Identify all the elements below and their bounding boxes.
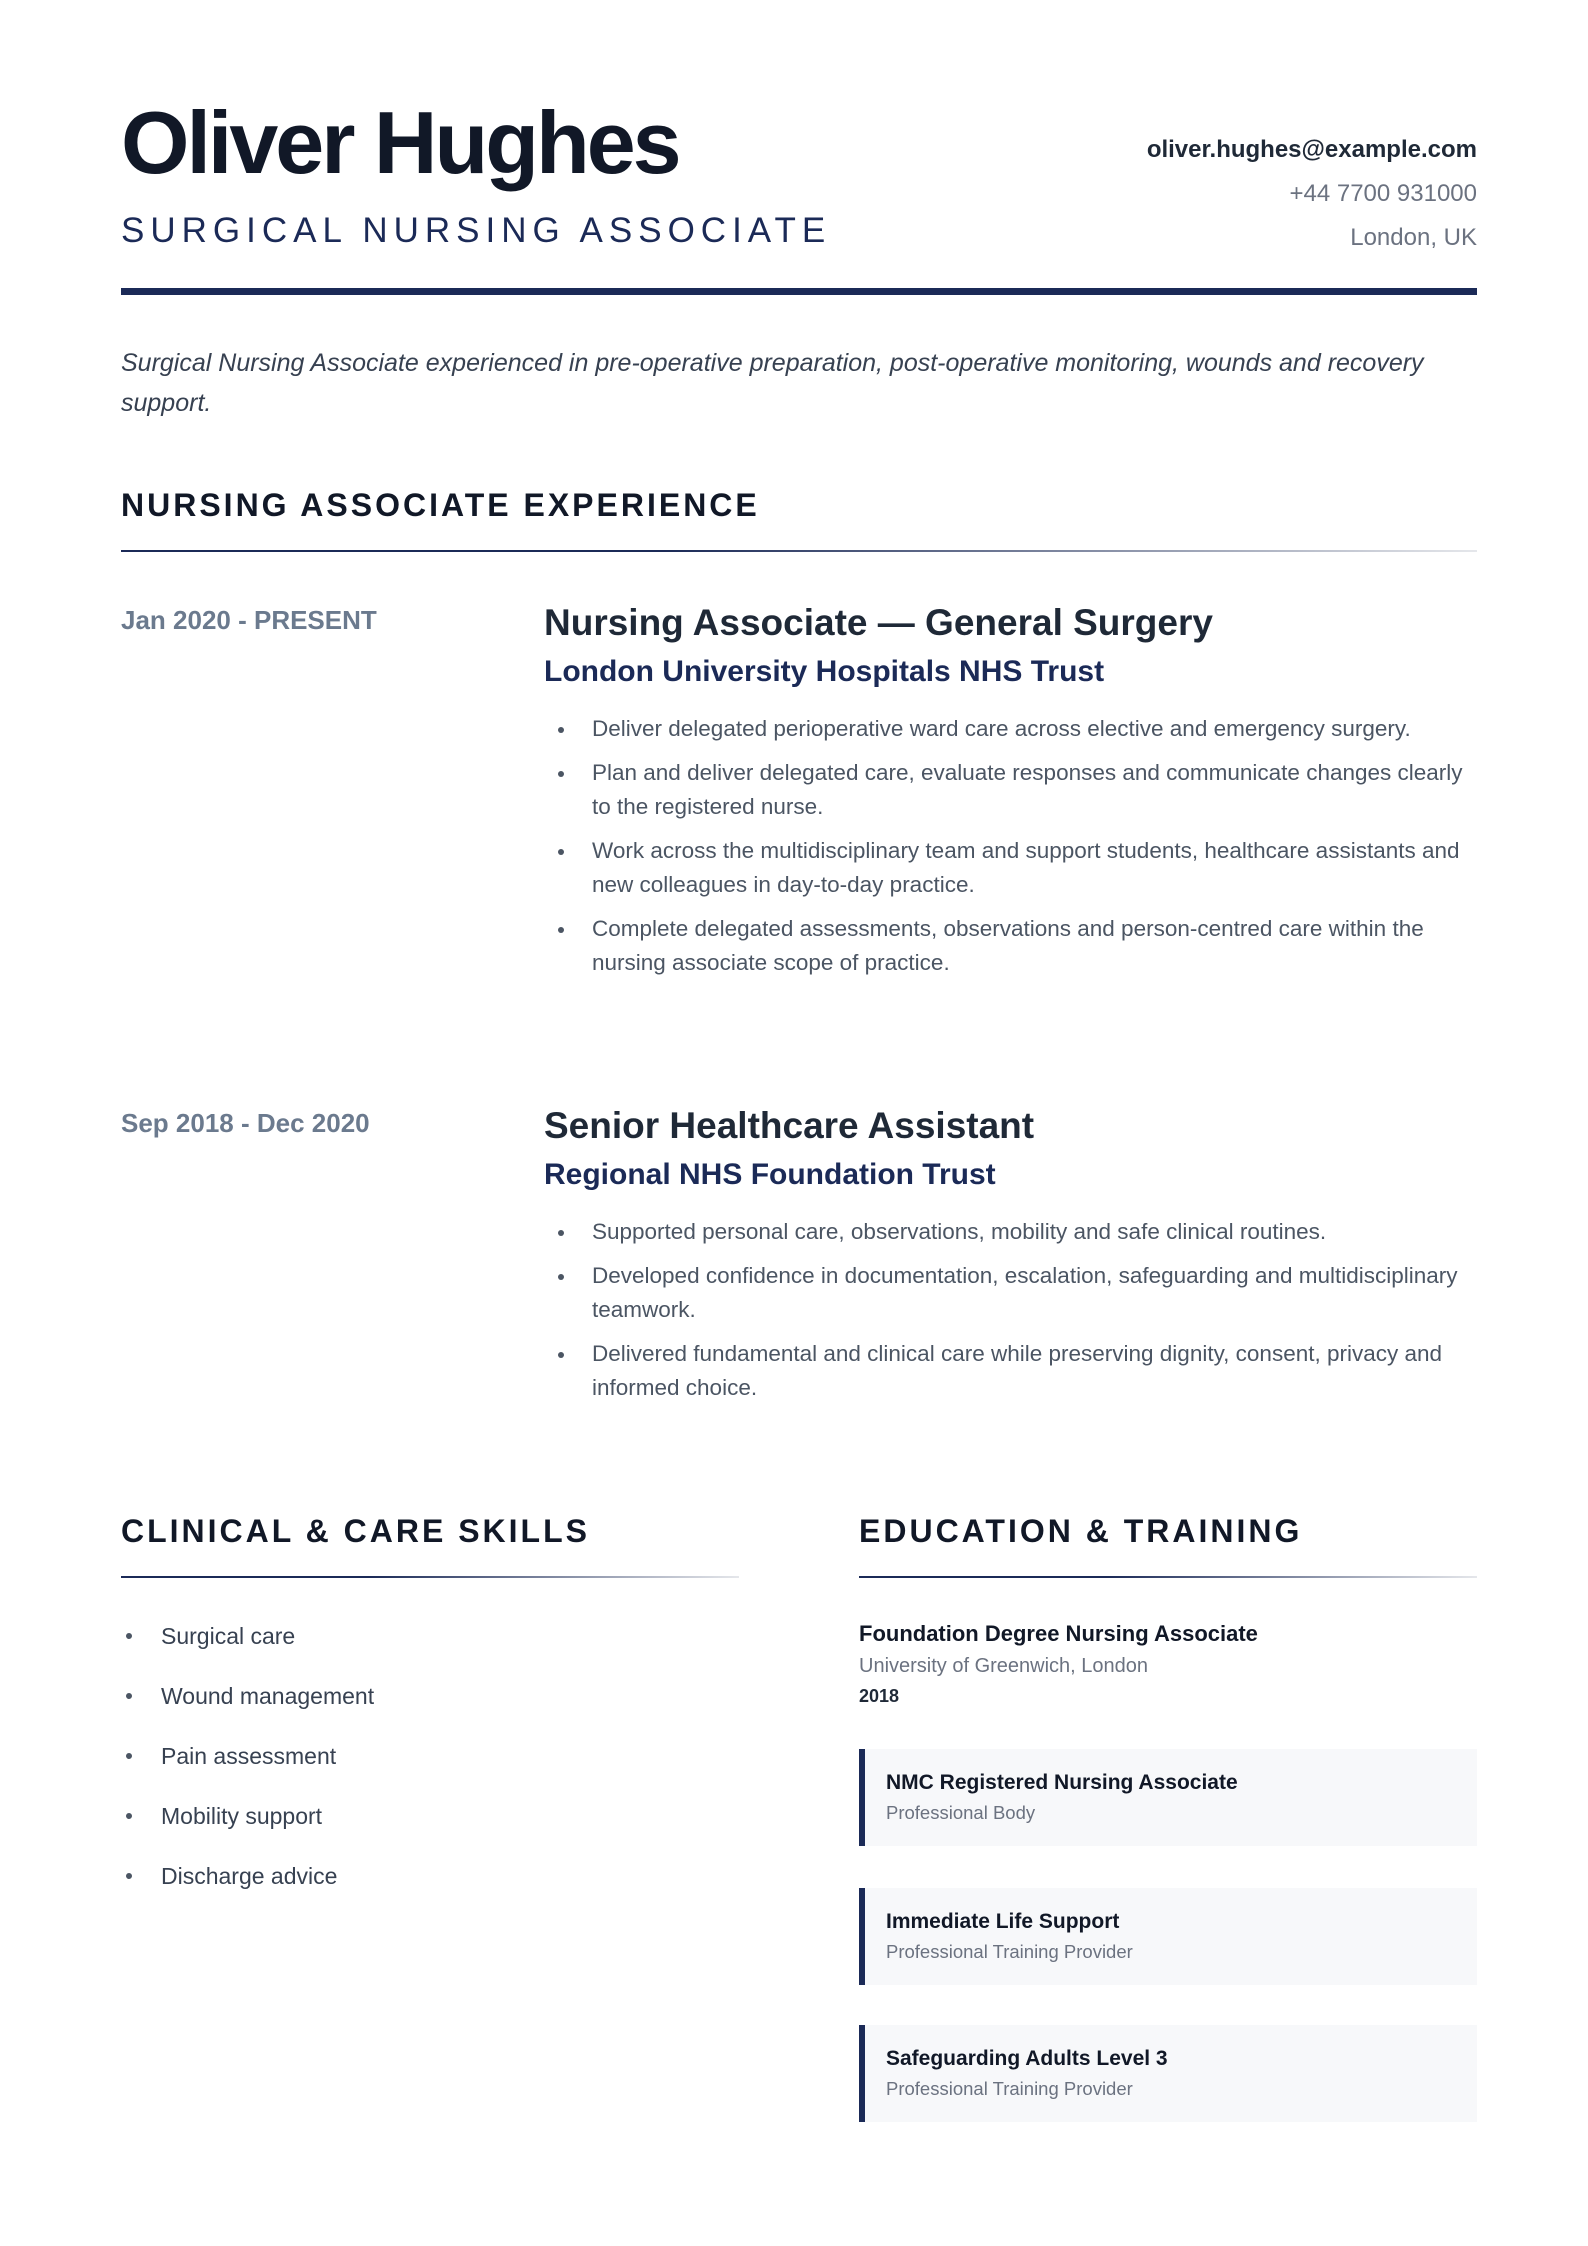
certification-card — [859, 1749, 1477, 1846]
job-details — [544, 1103, 1477, 1415]
degree-title: Foundation Degree Nursing Associate — [859, 1621, 1258, 1646]
skill-item: Surgical care — [121, 1606, 374, 1666]
certification-issuer: Professional Training Provider — [886, 1941, 1133, 1962]
responsibility-item: Plan and deliver delegated care, evaluate responses and communicate changes clearly to the registered nurse. — [544, 756, 1477, 824]
certification-title: NMC Registered Nursing Associate — [886, 1771, 1238, 1794]
certification-title: Safeguarding Adults Level 3 — [886, 2047, 1168, 2070]
skill-item: Mobility support — [121, 1786, 374, 1846]
responsibility-item: Delivered fundamental and clinical care while preserving dignity, consent, privacy and informed choice. — [544, 1337, 1477, 1405]
skills-list — [121, 1606, 374, 1906]
degree-institution: University of Greenwich, London — [859, 1655, 1149, 1677]
experience-section-title: NURSING ASSOCIATE EXPERIENCE — [121, 487, 760, 523]
job-date: Jan 2020 - PRESENT — [121, 605, 377, 635]
skill-item: Wound management — [121, 1666, 374, 1726]
certification-card — [859, 2025, 1477, 2122]
responsibility-item: Work across the multidisciplinary team and support students, healthcare assistants and new colleagues in day-to-day practice. — [544, 834, 1477, 902]
experience-divider — [121, 550, 1477, 552]
job-title: Nursing Associate — General Surgery — [544, 602, 1213, 643]
resume-header — [121, 88, 1477, 288]
skill-item: Discharge advice — [121, 1846, 374, 1906]
certification-issuer: Professional Training Provider — [886, 2078, 1133, 2099]
degree-year: 2018 — [859, 1686, 900, 1706]
job-organisation: London University Hospitals NHS Trust — [544, 655, 1105, 688]
contact-block — [1147, 128, 1477, 260]
candidate-name: Oliver Hughes — [121, 93, 679, 192]
contact-email[interactable]: oliver.hughes@example.com — [1146, 136, 1477, 163]
contact-phone: +44 7700 931000 — [1289, 180, 1477, 207]
skill-item: Pain assessment — [121, 1726, 374, 1786]
responsibility-item: Complete delegated assessments, observations and person-centred care within the nursing associate scope of practice. — [544, 912, 1477, 980]
responsibility-item: Deliver delegated perioperative ward care across elective and emergency surgery. — [544, 712, 1477, 746]
job-organisation: Regional NHS Foundation Trust — [544, 1158, 996, 1191]
certification-title: Immediate Life Support — [886, 1910, 1120, 1933]
certification-issuer: Professional Body — [886, 1802, 1036, 1823]
certification-card — [859, 1888, 1477, 1985]
responsibility-item: Supported personal care, observations, mobility and safe clinical routines. — [544, 1215, 1477, 1249]
candidate-role: SURGICAL NURSING ASSOCIATE — [121, 211, 832, 250]
job-responsibilities — [544, 1215, 1477, 1405]
contact-location: London, UK — [1350, 224, 1477, 251]
education-divider — [859, 1576, 1477, 1578]
skills-divider — [121, 1576, 739, 1578]
job-responsibilities — [544, 712, 1477, 980]
education-section-title: EDUCATION & TRAINING — [859, 1513, 1303, 1549]
job-date: Sep 2018 - Dec 2020 — [121, 1108, 370, 1138]
header-divider — [121, 288, 1477, 295]
job-title: Senior Healthcare Assistant — [544, 1105, 1035, 1146]
job-details — [544, 600, 1477, 990]
profile-summary: Surgical Nursing Associate experienced in pre-operative preparation, post-operative monitoring, wounds and recovery support. — [121, 349, 1424, 417]
skills-section-title: CLINICAL & CARE SKILLS — [121, 1513, 590, 1549]
responsibility-item: Developed confidence in documentation, escalation, safeguarding and multidisciplinary teamwork. — [544, 1259, 1477, 1327]
degree-entry — [859, 1618, 1477, 1710]
